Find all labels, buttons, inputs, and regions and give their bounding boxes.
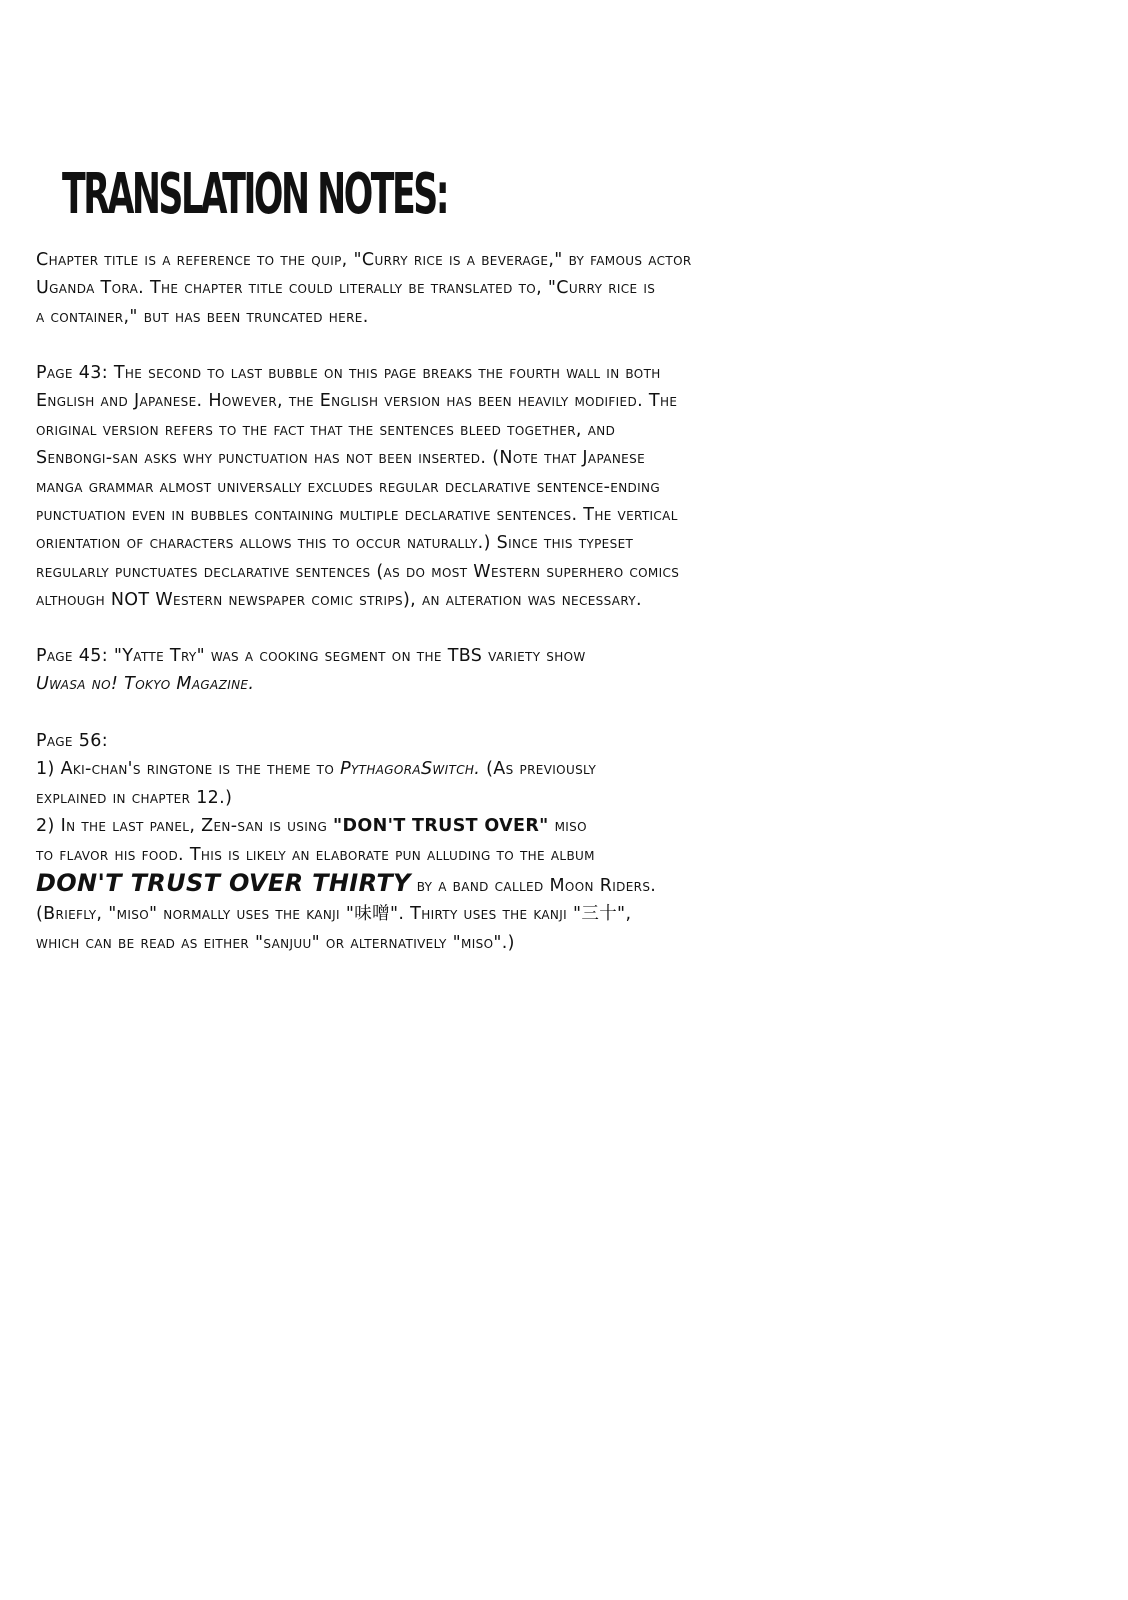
- note-line: regularly punctuates declarative sentences (as do most Western superhero comics: [36, 561, 680, 582]
- note-line: a container," but has been truncated here.: [36, 306, 369, 327]
- note-line: which can be read as either "sanjuu" or alternatively "miso".): [36, 932, 515, 953]
- item-text: 2) In the last panel, Zen-san is using: [36, 816, 334, 837]
- item-text: miso: [548, 816, 587, 837]
- note-line: [36, 869, 656, 900]
- page-56-note: [36, 727, 656, 957]
- note-line: to flavor his food. This is likely an elaborate pun alluding to the album: [36, 844, 595, 865]
- note-line: Page 45: "Yatte Try" was a cooking segment on the TBS variety show: [36, 646, 586, 666]
- note-line: English and Japanese. However, the English version has been heavily modified. The: [36, 391, 678, 412]
- note-line: original version refers to the fact that the sentences bleed together, and: [36, 419, 616, 440]
- note-line: Chapter title is a reference to the quip, "Curry rice is a beverage," by famous actor: [36, 250, 692, 270]
- show-title: Uwasa no! Tokyo Magazine.: [36, 674, 255, 695]
- item-text: by a band called Moon Riders.: [410, 876, 657, 897]
- note-line: (Briefly, "miso" normally uses the kanji "味噌". Thirty uses the kanji "三十",: [36, 904, 632, 925]
- page-43-note: [36, 359, 679, 615]
- page-45-note: [36, 642, 586, 699]
- item-text: (As previously: [480, 759, 597, 780]
- note-line: Page 43: The second to last bubble on this page breaks the fourth wall in both: [36, 363, 661, 383]
- brand-name: "DON'T TRUST OVER": [333, 816, 549, 837]
- note-line: although NOT Western newspaper comic strips), an alteration was necessary.: [36, 590, 642, 611]
- note-line: orientation of characters allows this to occur naturally.) Since this typeset: [36, 533, 634, 554]
- album-title: DON'T TRUST OVER THIRTY: [36, 869, 411, 898]
- note-line: Senbongi-san asks why punctuation has not been inserted. (Note that Japanese: [36, 448, 646, 469]
- show-title: PythagoraSwitch.: [340, 759, 481, 780]
- note-line: [36, 812, 656, 840]
- chapter-title-note: [36, 246, 692, 331]
- note-line: manga grammar almost universally excludes regular declarative sentence-ending: [36, 476, 661, 497]
- note-heading: Page 56:: [36, 731, 108, 751]
- page-title: TRANSLATION NOTES:: [62, 162, 448, 227]
- item-text: 1) Aki-chan's ringtone is the theme to: [36, 759, 341, 780]
- note-line: Uganda Tora. The chapter title could literally be translated to, "Curry rice is: [36, 278, 656, 299]
- note-line: punctuation even in bubbles containing multiple declarative sentences. The vertical: [36, 505, 678, 526]
- note-line: explained in chapter 12.): [36, 787, 233, 808]
- note-line: [36, 755, 656, 783]
